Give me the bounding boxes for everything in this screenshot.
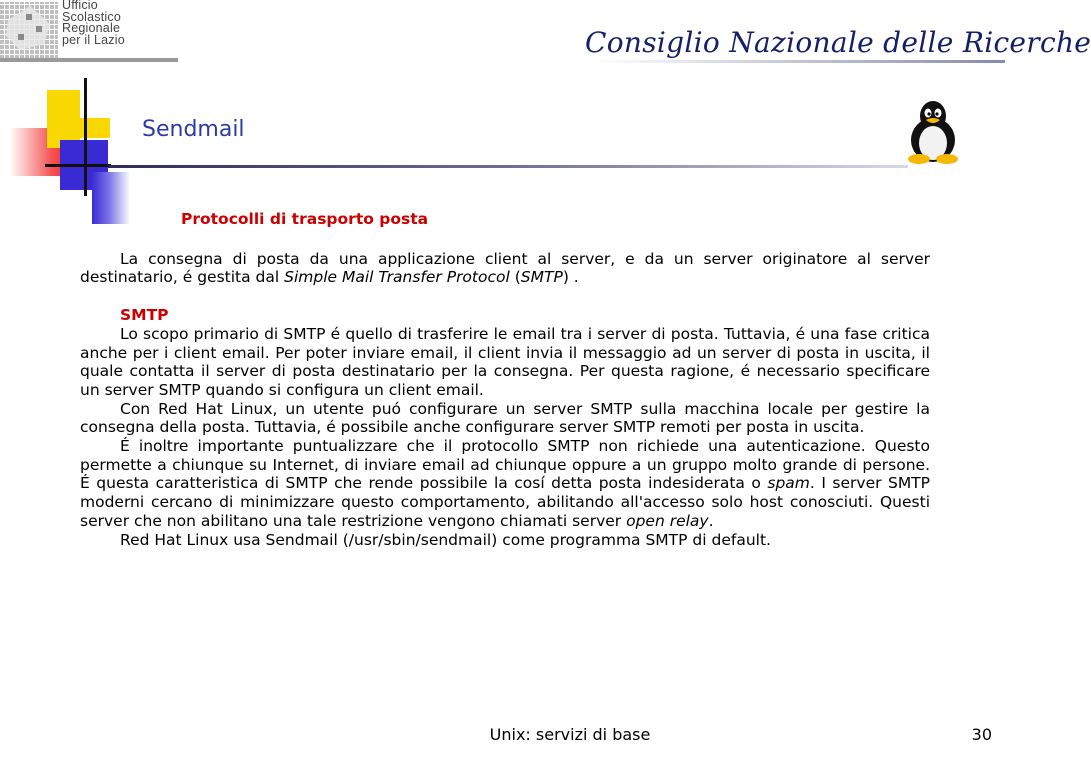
- slide-subtitle: Protocolli di trasporto posta: [181, 210, 429, 228]
- slide-title: Sendmail: [142, 117, 245, 142]
- usr-logo-line-2: Scolastico: [62, 9, 121, 24]
- tux-icon-graphic: [904, 98, 962, 164]
- section-heading-smtp: SMTP: [120, 306, 169, 325]
- footer-course-title: Unix: servizi di base: [489, 725, 651, 744]
- intro-paren-close: ) .: [562, 268, 579, 287]
- decor-vertical-line: [84, 78, 87, 196]
- slide-body: [80, 210, 930, 549]
- paragraph-3-text-c: .: [708, 511, 714, 530]
- spam-term: spam: [767, 474, 810, 493]
- usr-logo-text: [62, 0, 125, 46]
- cnr-logo-text: Consiglio Nazionale delle Ricerche: [585, 26, 1091, 59]
- usr-logo-line-3: Regionale: [62, 21, 121, 35]
- usr-logo-line-4: per il Lazio: [62, 32, 125, 47]
- intro-paragraph: [80, 250, 930, 287]
- intro-paren-open: (: [509, 268, 521, 287]
- decor-horizontal-line: [45, 164, 111, 167]
- usr-logo-line-1: Ufficio: [62, 0, 98, 12]
- paragraph-4: Red Hat Linux usa Sendmail (/usr/sbin/sendmail) come programma SMTP di default.: [120, 530, 771, 549]
- paragraph-3-text-a: É inoltre importante puntualizzare che il protocollo SMTP non richiede una autenticazione. Questo permette a chiunque su Internet, di inviare email ad chiunque oppure a un gruppo molto grande di persone. É questa caratteristica di SMTP che rende possibile la cosí detta posta indesiderata o: [80, 437, 930, 493]
- protocol-acronym: SMTP: [520, 268, 563, 287]
- paragraph-3: [80, 437, 930, 531]
- title-underline: [108, 165, 908, 168]
- open-relay-term: open relay: [626, 511, 709, 530]
- page-number: 30: [971, 725, 992, 744]
- intro-text: La consegna di posta da una applicazione client al server, e da un server originatore al server destinatario, é gestita dal: [80, 249, 930, 287]
- tux-icon: [904, 98, 962, 164]
- protocol-name: Simple Mail Transfer Protocol: [284, 268, 510, 287]
- paragraph-1: Lo scopo primario di SMTP é quello di trasferire le email tra i server di posta. Tuttavia, é una fase critica anche per i client email. Per poter inviare email, il client invia il messaggio ad un server di posta in uscita, il quale contatta il server di posta destinatario per la consegna. Per questa ragione, é necessario specificare un server SMTP quando si configura un client email.: [80, 324, 930, 399]
- paragraph-3-text-b: . I server SMTP moderni cercano di minimizzare questo comportamento, abilitando all'accesso solo host conosciuti. Questi server che non abilitano una tale restrizione vengono chiamati server: [80, 474, 931, 530]
- paragraph-2: Con Red Hat Linux, un utente puó configurare un server SMTP sulla macchina locale per gestire la consegna della posta. Tuttavia, é possibile anche configurare server SMTP remoti per posta in uscita.: [80, 399, 930, 437]
- cnr-logo-underline: [595, 60, 1005, 63]
- cnr-logo: [585, 22, 1091, 66]
